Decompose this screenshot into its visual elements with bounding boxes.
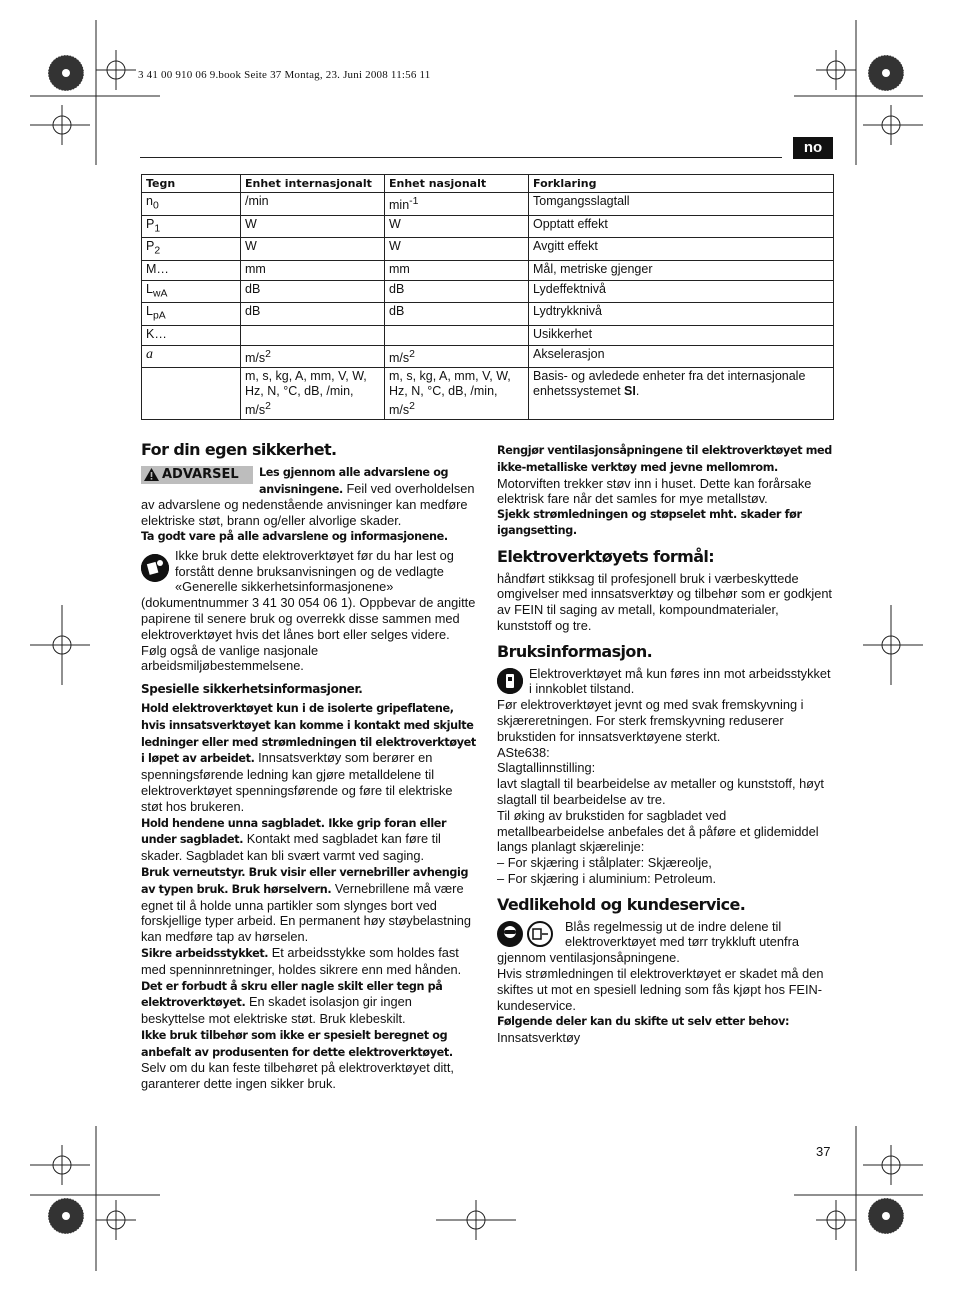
header-rule xyxy=(140,157,782,158)
table-row xyxy=(142,238,834,261)
manual-block xyxy=(141,548,477,643)
maintenance-icons xyxy=(497,921,559,949)
crosshair-left-mid xyxy=(30,605,90,685)
crosshair-bottom-left xyxy=(96,1200,136,1240)
left-column xyxy=(141,442,477,1092)
national-unit-cell: m, s, kg, A, mm, V, W, Hz, N, °C, dB, /min, $m/s^2$ xyxy=(385,367,529,419)
usage-p4: lavt slagtall til bearbeidelse av metaller og kunststoff, høyt slagtall til bearbeidelse av tre. xyxy=(497,776,824,807)
warning-text: Feil ved overholdelsen av advarslene og nedenstående anvisninger kan medføre elektriske støt, brann og/eller alvorlige skader. xyxy=(141,480,475,529)
warning-label xyxy=(141,466,253,484)
table-row xyxy=(142,193,834,216)
national-text: Følg også de vanlige nasjonale arbeidsmiljøbestemmelsene. xyxy=(141,642,319,674)
symbol-cell: $P_1$ xyxy=(142,215,241,238)
national-unit-cell: W xyxy=(385,215,529,238)
explanation-cell: Avgitt effekt xyxy=(529,238,834,261)
list-item: – For skjæring i stålplater: Skjæreolje, xyxy=(497,855,833,871)
international-unit-cell: dB xyxy=(241,303,385,326)
star-wheel-top-right xyxy=(868,55,904,91)
maint-icon-block xyxy=(497,919,833,966)
symbol-cell: $L_{pA}$ xyxy=(142,303,241,326)
symbol-cell: K… xyxy=(142,325,241,345)
international-unit-cell: m, s, kg, A, mm, V, W, Hz, N, °C, dB, /min, $m/s^2$ xyxy=(241,367,385,419)
warning-block xyxy=(141,464,477,529)
p6-bold: Ikke bruk tilbehør som ikke er spesielt beregnet og anbefalt av produsenten for dette elektroverktøyet. xyxy=(141,1028,453,1059)
table-row xyxy=(142,303,834,326)
p4-bold: Sikre arbeidsstykket. xyxy=(141,946,269,960)
crosshair-top-left xyxy=(96,50,136,90)
international-unit-cell: $m/s^2$ xyxy=(241,345,385,367)
usage-icon-block xyxy=(497,666,833,698)
page-number: 37 xyxy=(816,1144,831,1159)
header-cell: Tegn xyxy=(142,175,241,193)
national-unit-cell: dB xyxy=(385,303,529,326)
manual-text: Ikke bruk dette elektroverktøyet før du har lest og forstått denne bruksanvisningen og de vedlagte «Generelle sikkerhetsinformasjonene» (dokumentnummer 3 41 30 054 06 1). Oppbevar de angitte papirene til senere bruk og overrekk disse sammen med elektroverktøyet hvis det lånes bort eller selges videre. xyxy=(141,547,476,642)
national-unit-cell: mm xyxy=(385,260,529,280)
table-row xyxy=(142,280,834,303)
header-cell: Forklaring xyxy=(529,175,834,193)
book-metadata-line: 3 41 00 910 06 9.book Seite 37 Montag, 23. Juni 2008 11:56 11 xyxy=(138,69,431,81)
symbol-cell: $P_2$ xyxy=(142,238,241,261)
p1-bold: Hold elektroverktøyet kun i de isolerte gripeflatene, hvis innsatsverktøyet kan komme i kontakt med skjulte ledninger eller med strømledningen til elektroverktøyet i løpet av arbeidet. xyxy=(141,701,476,766)
crosshair-right-lower xyxy=(863,1145,923,1185)
keep-notice: Ta godt vare på alle advarslene og informasjonene. xyxy=(141,529,448,543)
explanation-cell: Lydeffektnivå xyxy=(529,280,834,303)
usage-icon-text: Elektroverktøyet må kun føres inn mot arbeidsstykket i innkoblet tilstand. xyxy=(529,665,831,697)
symbol-cell: M… xyxy=(142,260,241,280)
table-row xyxy=(142,215,834,238)
international-unit-cell: mm xyxy=(241,260,385,280)
national-unit-cell: $\min^{-1}$ xyxy=(385,193,529,216)
header-cell: Enhet internasjonalt xyxy=(241,175,385,193)
maint-p1: Hvis strømledningen til elektroverktøyet er skadet må den skiftes ut mot en spesiell ledning som fås kjøpt hos FEIN-kundeservice. xyxy=(497,965,824,1013)
crosshair-right-mid xyxy=(863,605,923,685)
warning-bold: Les gjennom alle advarslene og anvisningene. xyxy=(259,465,449,496)
national-unit-cell xyxy=(385,325,529,345)
explanation-cell: Mål, metriske gjenger xyxy=(529,260,834,280)
section-title-maintenance: Vedlikehold og kundeservice. xyxy=(497,894,746,914)
table-row xyxy=(142,325,834,345)
p6-text: Selv om du kan feste tilbehøret på elektroverktøyet ditt, garanterer dette ingen sikker bruk. xyxy=(141,1060,454,1092)
list-item: – For skjæring i aluminium: Petroleum. xyxy=(497,871,833,887)
usage-p2: ASte638: xyxy=(497,744,550,760)
section-title-safety: For din egen sikkerhet. xyxy=(141,440,337,459)
crosshair-bottom-center xyxy=(436,1200,516,1240)
table-row xyxy=(142,260,834,280)
r2-bold: Sjekk strømledningen og støpselet mht. skader før igangsetting. xyxy=(497,508,802,537)
p3-text: Vernebrillene må være egnet til å holde unna partikler som slynges bort ved forskjellige typer arbeid. En permanent høy støybelastning kan medføre tap av hørselen. xyxy=(141,880,472,945)
p2-bold: Hold hendene unna sagbladet. Ikke grip foran eller under sagbladet. xyxy=(141,816,447,847)
maint-text: Innsatsverktøy xyxy=(497,1030,581,1046)
international-unit-cell: W xyxy=(241,238,385,261)
header-cell: Enhet nasjonalt xyxy=(385,175,529,193)
p5-text: En skadet isolasjon gir ingen beskyttelse mot elektriske støt. Bruk klebeskilt. xyxy=(141,994,412,1027)
star-wheel-bottom-right xyxy=(868,1198,904,1234)
explanation-cell: Tomgangsslagtall xyxy=(529,193,834,216)
international-unit-cell: W xyxy=(241,215,385,238)
units-table-body xyxy=(142,193,834,420)
p1-text: Innsatsverktøy som berører en spenningsførende ledning kan gjøre metalldelene til elektroverktøyet spenningsførende og føre til elektriske støt hos brukeren. xyxy=(141,750,453,814)
r1-bold: Rengjør ventilasjonsåpningene til elektroverktøyet med ikke-metalliske verktøy med jevne mellomrom. xyxy=(497,444,832,474)
right-column xyxy=(497,442,833,1046)
section-title-purpose: Elektroverktøyets formål: xyxy=(497,546,715,566)
compressed-air-icon xyxy=(527,921,553,947)
usage-p1: Før elektroverktøyet jevnt og med svak fremskyvning i skjæreretningen. For sterk fremskyvning reduserer brukstiden for innsatsverktøyene sterkt. xyxy=(497,697,804,744)
table-row xyxy=(142,367,834,419)
safety-goggles-icon xyxy=(497,921,523,947)
international-unit-cell: /min xyxy=(241,193,385,216)
crosshair-bottom-right xyxy=(816,1200,856,1240)
symbol-cell xyxy=(142,367,241,419)
explanation-cell: Lydtrykknivå xyxy=(529,303,834,326)
language-badge: no xyxy=(793,137,833,159)
purpose-text: håndført stikksag til profesjonell bruk i værbeskyttede omgivelser med innsatsverktøy og tilbehør som er godkjent av FEIN til saging av metall, kompoundmaterialer, kunststoff og tre. xyxy=(497,570,832,633)
read-manual-icon xyxy=(141,554,169,582)
explanation-cell: Opptatt effekt xyxy=(529,215,834,238)
section-title-usage: Bruksinformasjon. xyxy=(497,641,653,661)
symbol-cell: a xyxy=(142,345,241,367)
warning-label-text: ADVARSEL xyxy=(162,466,239,482)
international-unit-cell: dB xyxy=(241,280,385,303)
usage-p3: Slagtallinnstilling: xyxy=(497,760,596,776)
power-on-icon xyxy=(497,668,523,694)
national-unit-cell: dB xyxy=(385,280,529,303)
units-table xyxy=(141,174,834,420)
p4-text: Et arbeidsstykke som holdes fast med spenninnretninger, holdes sikrere enn med hånden. xyxy=(141,944,462,977)
national-unit-cell: $m/s^2$ xyxy=(385,345,529,367)
p5-bold: Det er forbudt å skru eller nagle skilt eller tegn på elektroverktøyet. xyxy=(141,979,443,1010)
warning-triangle-icon xyxy=(144,468,159,481)
symbol-cell: $L_{wA}$ xyxy=(142,280,241,303)
explanation-cell: Basis- og avledede enheter fra det internasjonale enhetssystemet SI. xyxy=(529,367,834,419)
lubricant-list xyxy=(497,855,833,887)
maint-icon-text: Blås regelmessig ut de indre delene til elektroverktøyet med tørr trykkluft utenfra gjennom ventilasjonsåpningene. xyxy=(497,918,799,966)
star-wheel-bottom-left xyxy=(48,1198,84,1234)
crosshair-top-right xyxy=(816,50,856,90)
p2-text: Kontakt med sagbladet kan føre til skader. Sagbladet kan bli svært varmt ved saging. xyxy=(141,831,441,864)
crosshair-left-lower xyxy=(30,1145,90,1185)
star-wheel-top-left xyxy=(48,55,84,91)
national-unit-cell: W xyxy=(385,238,529,261)
special-title: Spesielle sikkerhetsinformasjoner. xyxy=(141,682,363,697)
crosshair-right-upper xyxy=(863,105,923,145)
table-header-row xyxy=(142,175,834,193)
international-unit-cell xyxy=(241,325,385,345)
explanation-cell: Akselerasjon xyxy=(529,345,834,367)
maint-bold: Følgende deler kan du skifte ut selv etter behov: xyxy=(497,1015,790,1029)
r1-text: Motorviften trekker støv inn i huset. Dette kan forårsake elektrisk fare når det samles for mye metallstøv. xyxy=(497,475,812,507)
symbol-cell: $n_0$ xyxy=(142,193,241,216)
usage-p5: Til øking av brukstiden for sagbladet ved metallbearbeidelse anbefales det å påføre et glidemiddel langs planlagt skjærelinje: xyxy=(497,807,819,855)
table-row xyxy=(142,345,834,367)
explanation-cell: Usikkerhet xyxy=(529,325,834,345)
crosshair-left-upper xyxy=(30,105,90,145)
p3-bold: Bruk verneutstyr. Bruk visir eller vernebriller avhengig av typen bruk. Bruk hørselvern. xyxy=(141,865,469,896)
